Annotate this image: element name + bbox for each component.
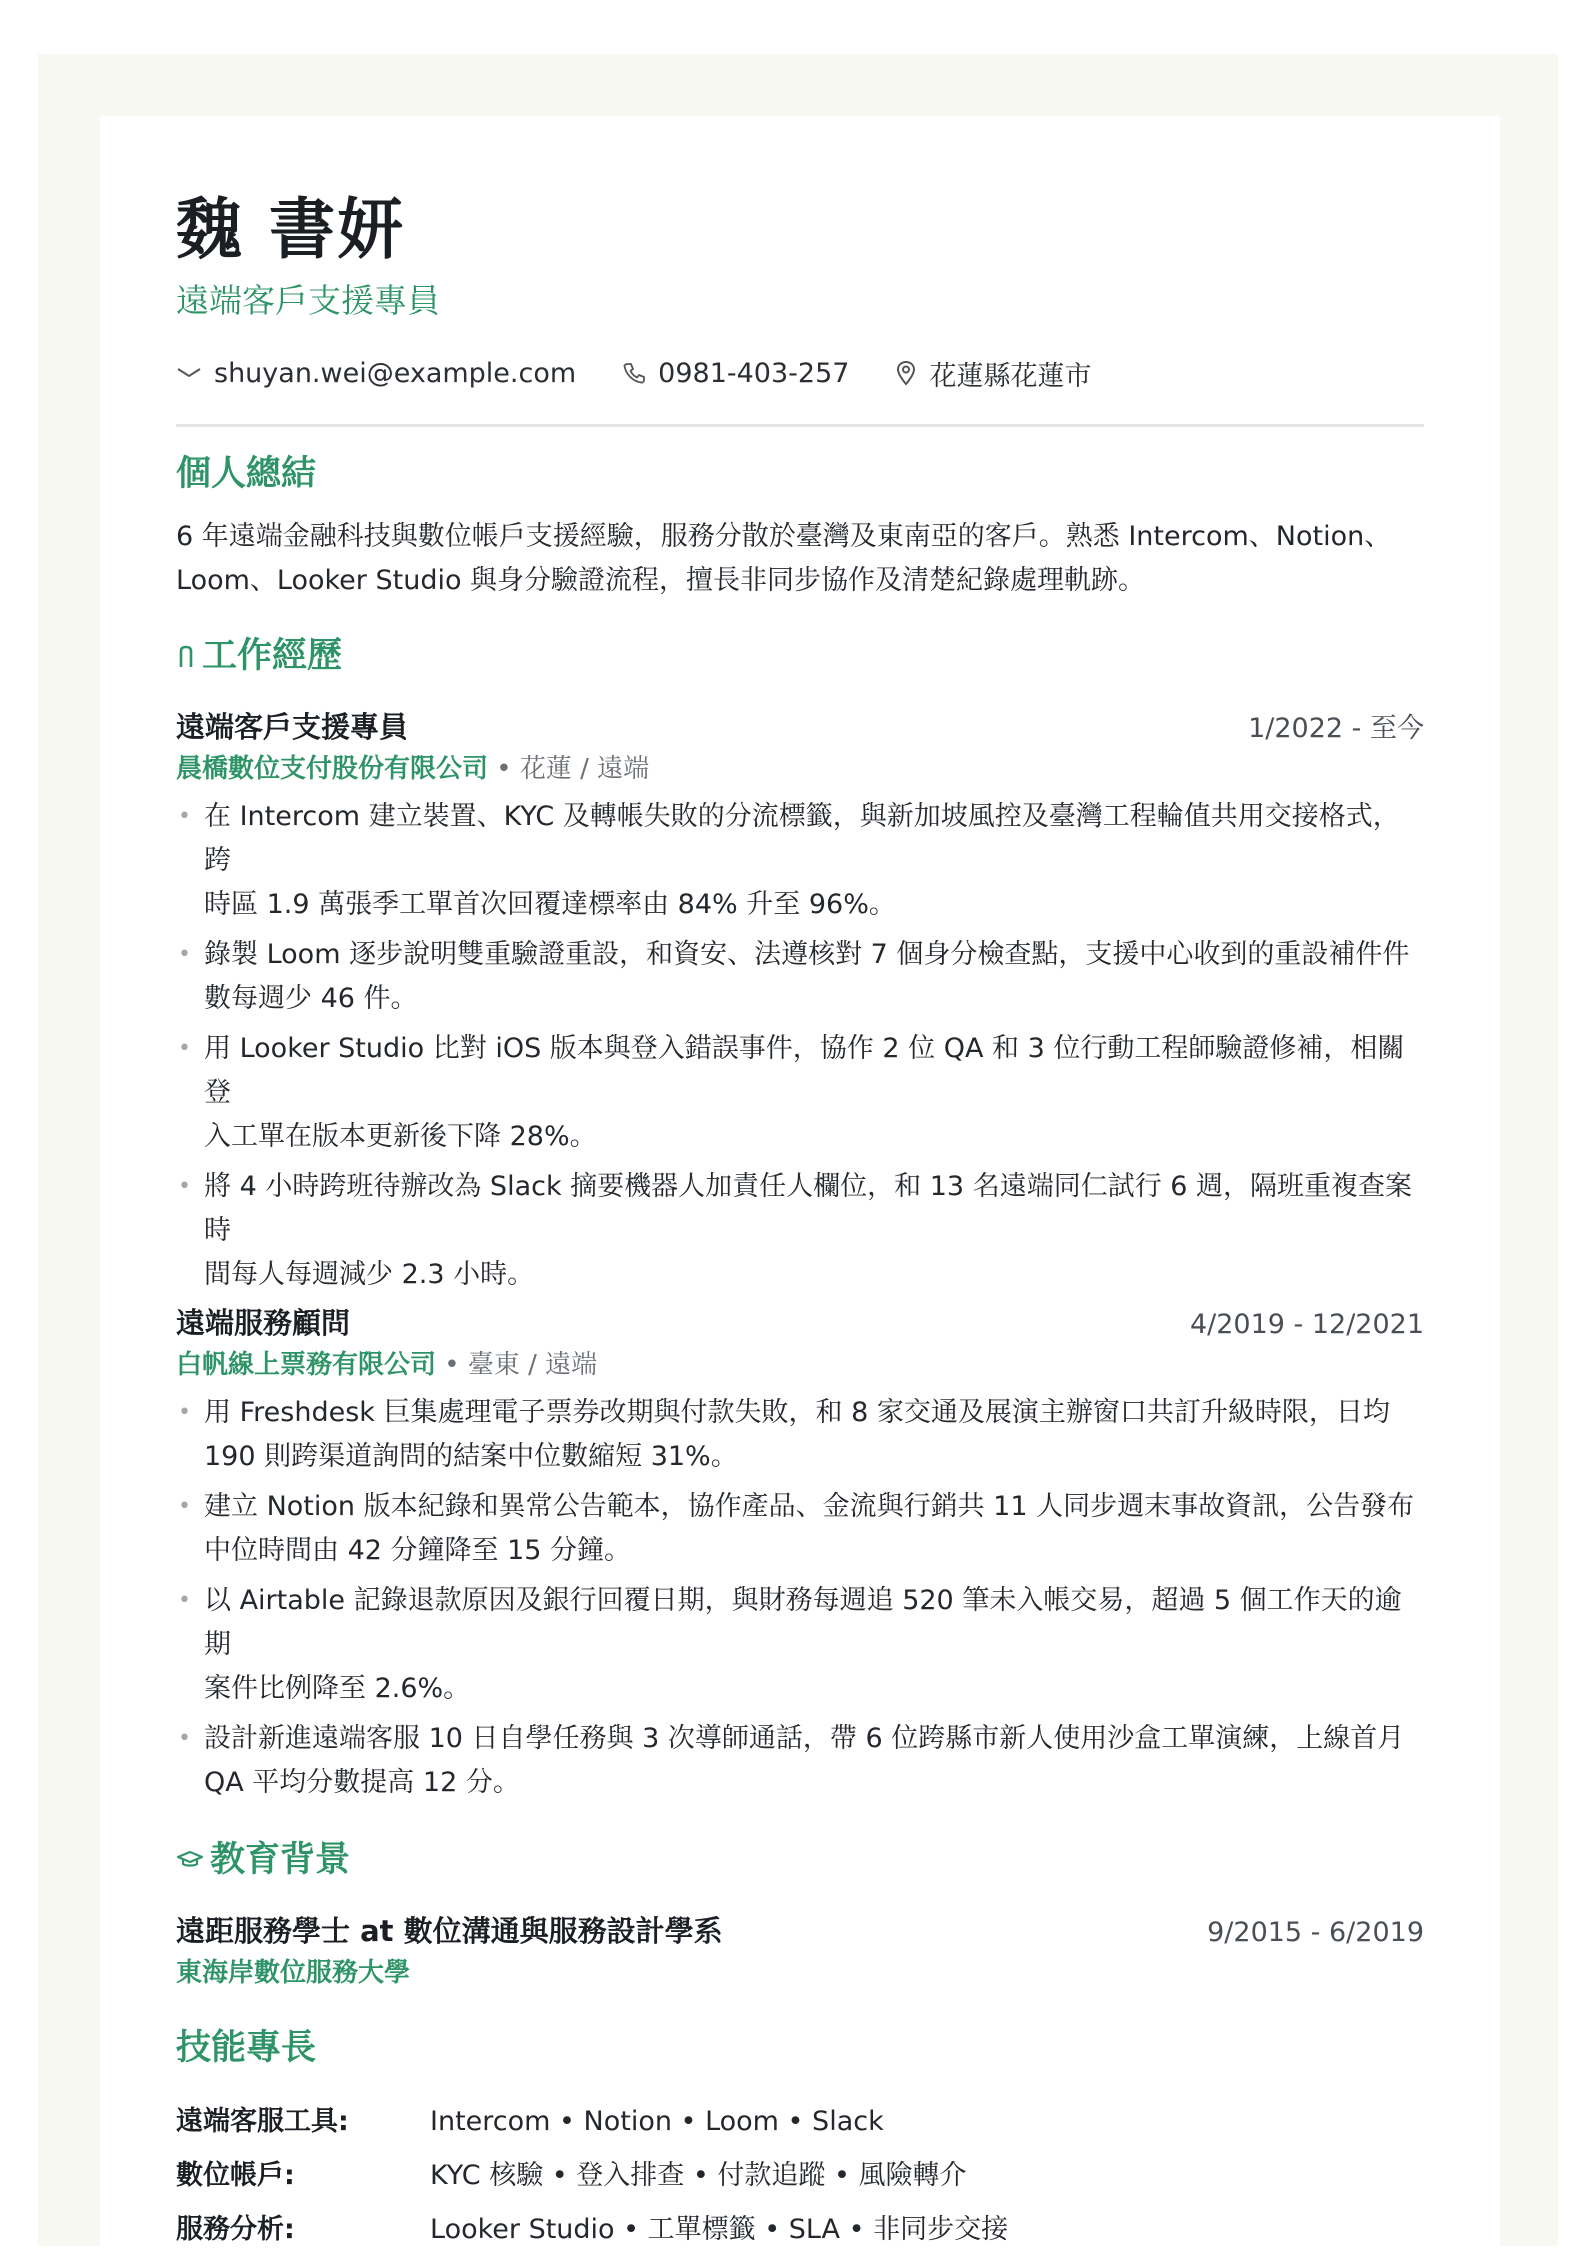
education-entry: [176, 1911, 1424, 1993]
bullet-line: 將 4 小時跨班待辦改為 Slack 摘要機器人加責任人欄位，和 13 名遠端同仁試行 6 週，隔班重複查案時: [204, 1171, 1413, 1246]
bullet-line: 中位時間由 42 分鐘降至 15 分鐘。: [204, 1535, 632, 1566]
email-text: shuyan.wei@example.com: [214, 357, 577, 389]
job-date: 4/2019 - 12/2021: [1189, 1309, 1424, 1340]
bullet-line: 入工單在版本更新後下降 28%。: [204, 1121, 597, 1152]
skill-row: [176, 2095, 1424, 2149]
school-line: [176, 1953, 1424, 1993]
bullet-item: • 在 Intercom 建立裝置、KYC 及轉帳失敗的分流標籤，與新加坡風控及臺灣工程輪值共用交接格式，跨 時區 1.9 萬張季工單首次回覆達標率由 84% 升至 96%。: [176, 795, 1424, 927]
summary-heading: [176, 449, 1424, 499]
job-bullets: [176, 795, 1424, 1297]
degree-title: 遠距服務學士 at 數位溝通與服務設計學系: [176, 1914, 723, 1948]
skills-heading: [176, 2023, 1424, 2073]
company-location: • 花蓮 / 遠端: [488, 754, 650, 784]
experience-heading: [176, 631, 1424, 681]
job-company-line: [176, 749, 1424, 789]
skill-value: Looker Studio • 工單標籤 • SLA • 非同步交接: [430, 2214, 1009, 2245]
bullet-line: 案件比例降至 2.6%。: [204, 1673, 471, 1704]
skill-label: 遠端客服工具:: [176, 2106, 349, 2137]
phone-icon: [622, 361, 646, 385]
job-title: 遠端服務顧問: [176, 1306, 351, 1340]
skill-value: KYC 核驗 • 登入排查 • 付款追蹤 • 風險轉介: [430, 2160, 967, 2191]
bullet-item: • 設計新進遠端客服 10 日自學任務與 3 次導師通話，帶 6 位跨縣市新人使用沙盒工單演練，上線首月 QA 平均分數提高 12 分。: [176, 1717, 1424, 1805]
summary-line: 6 年遠端金融科技與數位帳戶支援經驗，服務分散於臺灣及東南亞的客戶。熟悉 Intercom、Notion、: [176, 521, 1392, 552]
bullet-line: 用 Looker Studio 比對 iOS 版本與登入錯誤事件，協作 2 位 QA 和 3 位行動工程師驗證修補，相關登: [204, 1033, 1405, 1108]
education-heading-text: 教育背景: [210, 1840, 351, 1880]
company-location: • 臺東 / 遠端: [436, 1350, 598, 1380]
summary-line: Loom、Looker Studio 與身分驗證流程，擅長非同步協作及清楚紀錄處理軌跡。: [176, 565, 1146, 596]
education-date: 9/2015 - 6/2019: [1207, 1917, 1424, 1948]
contact-phone[interactable]: [622, 358, 849, 389]
company-name: 晨橋數位支付股份有限公司: [176, 754, 489, 784]
graduation-cap-icon: [176, 1848, 204, 1872]
bullet-item: • 建立 Notion 版本紀錄和異常公告範本，協作產品、金流與行銷共 11 人同步週末事故資訊，公告發布 中位時間由 42 分鐘降至 15 分鐘。: [176, 1485, 1424, 1573]
bullet-line: 在 Intercom 建立裝置、KYC 及轉帳失敗的分流標籤，與新加坡風控及臺灣工程輪值共用交接格式，跨: [204, 801, 1400, 876]
candidate-name: 魏 書妍: [176, 191, 405, 268]
job-date: 1/2022 - 至今: [1248, 713, 1424, 744]
job-bullets: [176, 1391, 1424, 1805]
bullet-line: 時區 1.9 萬張季工單首次回覆達標率由 84% 升至 96%。: [204, 889, 896, 920]
job-title: 遠端客戶支援專員: [176, 710, 409, 744]
education-heading: [176, 1835, 1424, 1885]
school-name: 東海岸數位服務大學: [176, 1958, 411, 1988]
candidate-title: 遠端客戶支援專員: [176, 281, 440, 320]
contact-email[interactable]: [176, 358, 576, 389]
bullet-item: • 用 Freshdesk 巨集處理電子票券改期與付款失敗，和 8 家交通及展演主辦窗口共訂升級時限，日均 190 則跨渠道詢問的結案中位數縮短 31%。: [176, 1391, 1424, 1479]
bullet-line: QA 平均分數提高 12 分。: [204, 1767, 520, 1798]
bullet-item: • 以 Airtable 記錄退款原因及銀行回覆日期，與財務每週追 520 筆未入帳交易，超過 5 個工作天的逾期 案件比例降至 2.6%。: [176, 1579, 1424, 1711]
phone-text: 0981-403-257: [658, 357, 850, 389]
skills-table: [176, 2095, 1424, 2257]
bullet-line: 數每週少 46 件。: [204, 983, 418, 1014]
skill-row: [176, 2149, 1424, 2203]
experience-heading-text: 工作經歷: [202, 636, 343, 676]
header-divider: [176, 424, 1424, 427]
bullet-line: 設計新進遠端客服 10 日自學任務與 3 次導師通話，帶 6 位跨縣市新人使用沙盒工單演練，上線首月: [204, 1723, 1405, 1754]
job-entry: [176, 707, 1424, 1297]
resume-content: [176, 186, 1424, 2257]
bullet-line: 錄製 Loom 逐步說明雙重驗證重設，和資安、法遵核對 7 個身分檢查點，支援中心收到的重設補件件: [204, 939, 1410, 970]
bullet-item: • 將 4 小時跨班待辦改為 Slack 摘要機器人加責任人欄位，和 13 名遠端同仁試行 6 週，隔班重複查案時 間每人每週減少 2.3 小時。: [176, 1165, 1424, 1297]
bullet-line: 間每人每週減少 2.3 小時。: [204, 1259, 535, 1290]
location-text: 花蓮縣花蓮市: [929, 360, 1092, 392]
contact-row: [176, 352, 1424, 394]
job-entry: [176, 1303, 1424, 1805]
skills-heading-text: 技能專長: [176, 2028, 317, 2068]
location-pin-icon: [895, 360, 917, 386]
summary-heading-text: 個人總結: [176, 454, 317, 494]
bullet-item: • 錄製 Loom 逐步說明雙重驗證重設，和資安、法遵核對 7 個身分檢查點，支援中心收到的重設補件件 數每週少 46 件。: [176, 933, 1424, 1021]
skill-label: 數位帳戶:: [176, 2160, 295, 2191]
bullet-line: 190 則跨渠道詢問的結案中位數縮短 31%。: [204, 1441, 738, 1472]
mail-icon: [176, 363, 202, 383]
bullet-line: 以 Airtable 記錄退款原因及銀行回覆日期，與財務每週追 520 筆未入帳交易，超過 5 個工作天的逾期: [204, 1585, 1402, 1660]
summary-text: [176, 515, 1424, 603]
bullet-line: 用 Freshdesk 巨集處理電子票券改期與付款失敗，和 8 家交通及展演主辦窗口共訂升級時限，日均: [204, 1397, 1390, 1428]
briefcase-icon: [176, 641, 196, 671]
skill-row: [176, 2203, 1424, 2257]
job-company-line: [176, 1345, 1424, 1385]
contact-location: [895, 354, 1091, 393]
skill-label: 服務分析:: [176, 2214, 295, 2245]
skill-value: Intercom • Notion • Loom • Slack: [430, 2106, 884, 2137]
bullet-line: 建立 Notion 版本紀錄和異常公告範本，協作產品、金流與行銷共 11 人同步週末事故資訊，公告發布: [204, 1491, 1415, 1522]
bullet-item: • 用 Looker Studio 比對 iOS 版本與登入錯誤事件，協作 2 位 QA 和 3 位行動工程師驗證修補，相關登 入工單在版本更新後下降 28%。: [176, 1027, 1424, 1159]
company-name: 白帆線上票務有限公司: [176, 1350, 437, 1380]
